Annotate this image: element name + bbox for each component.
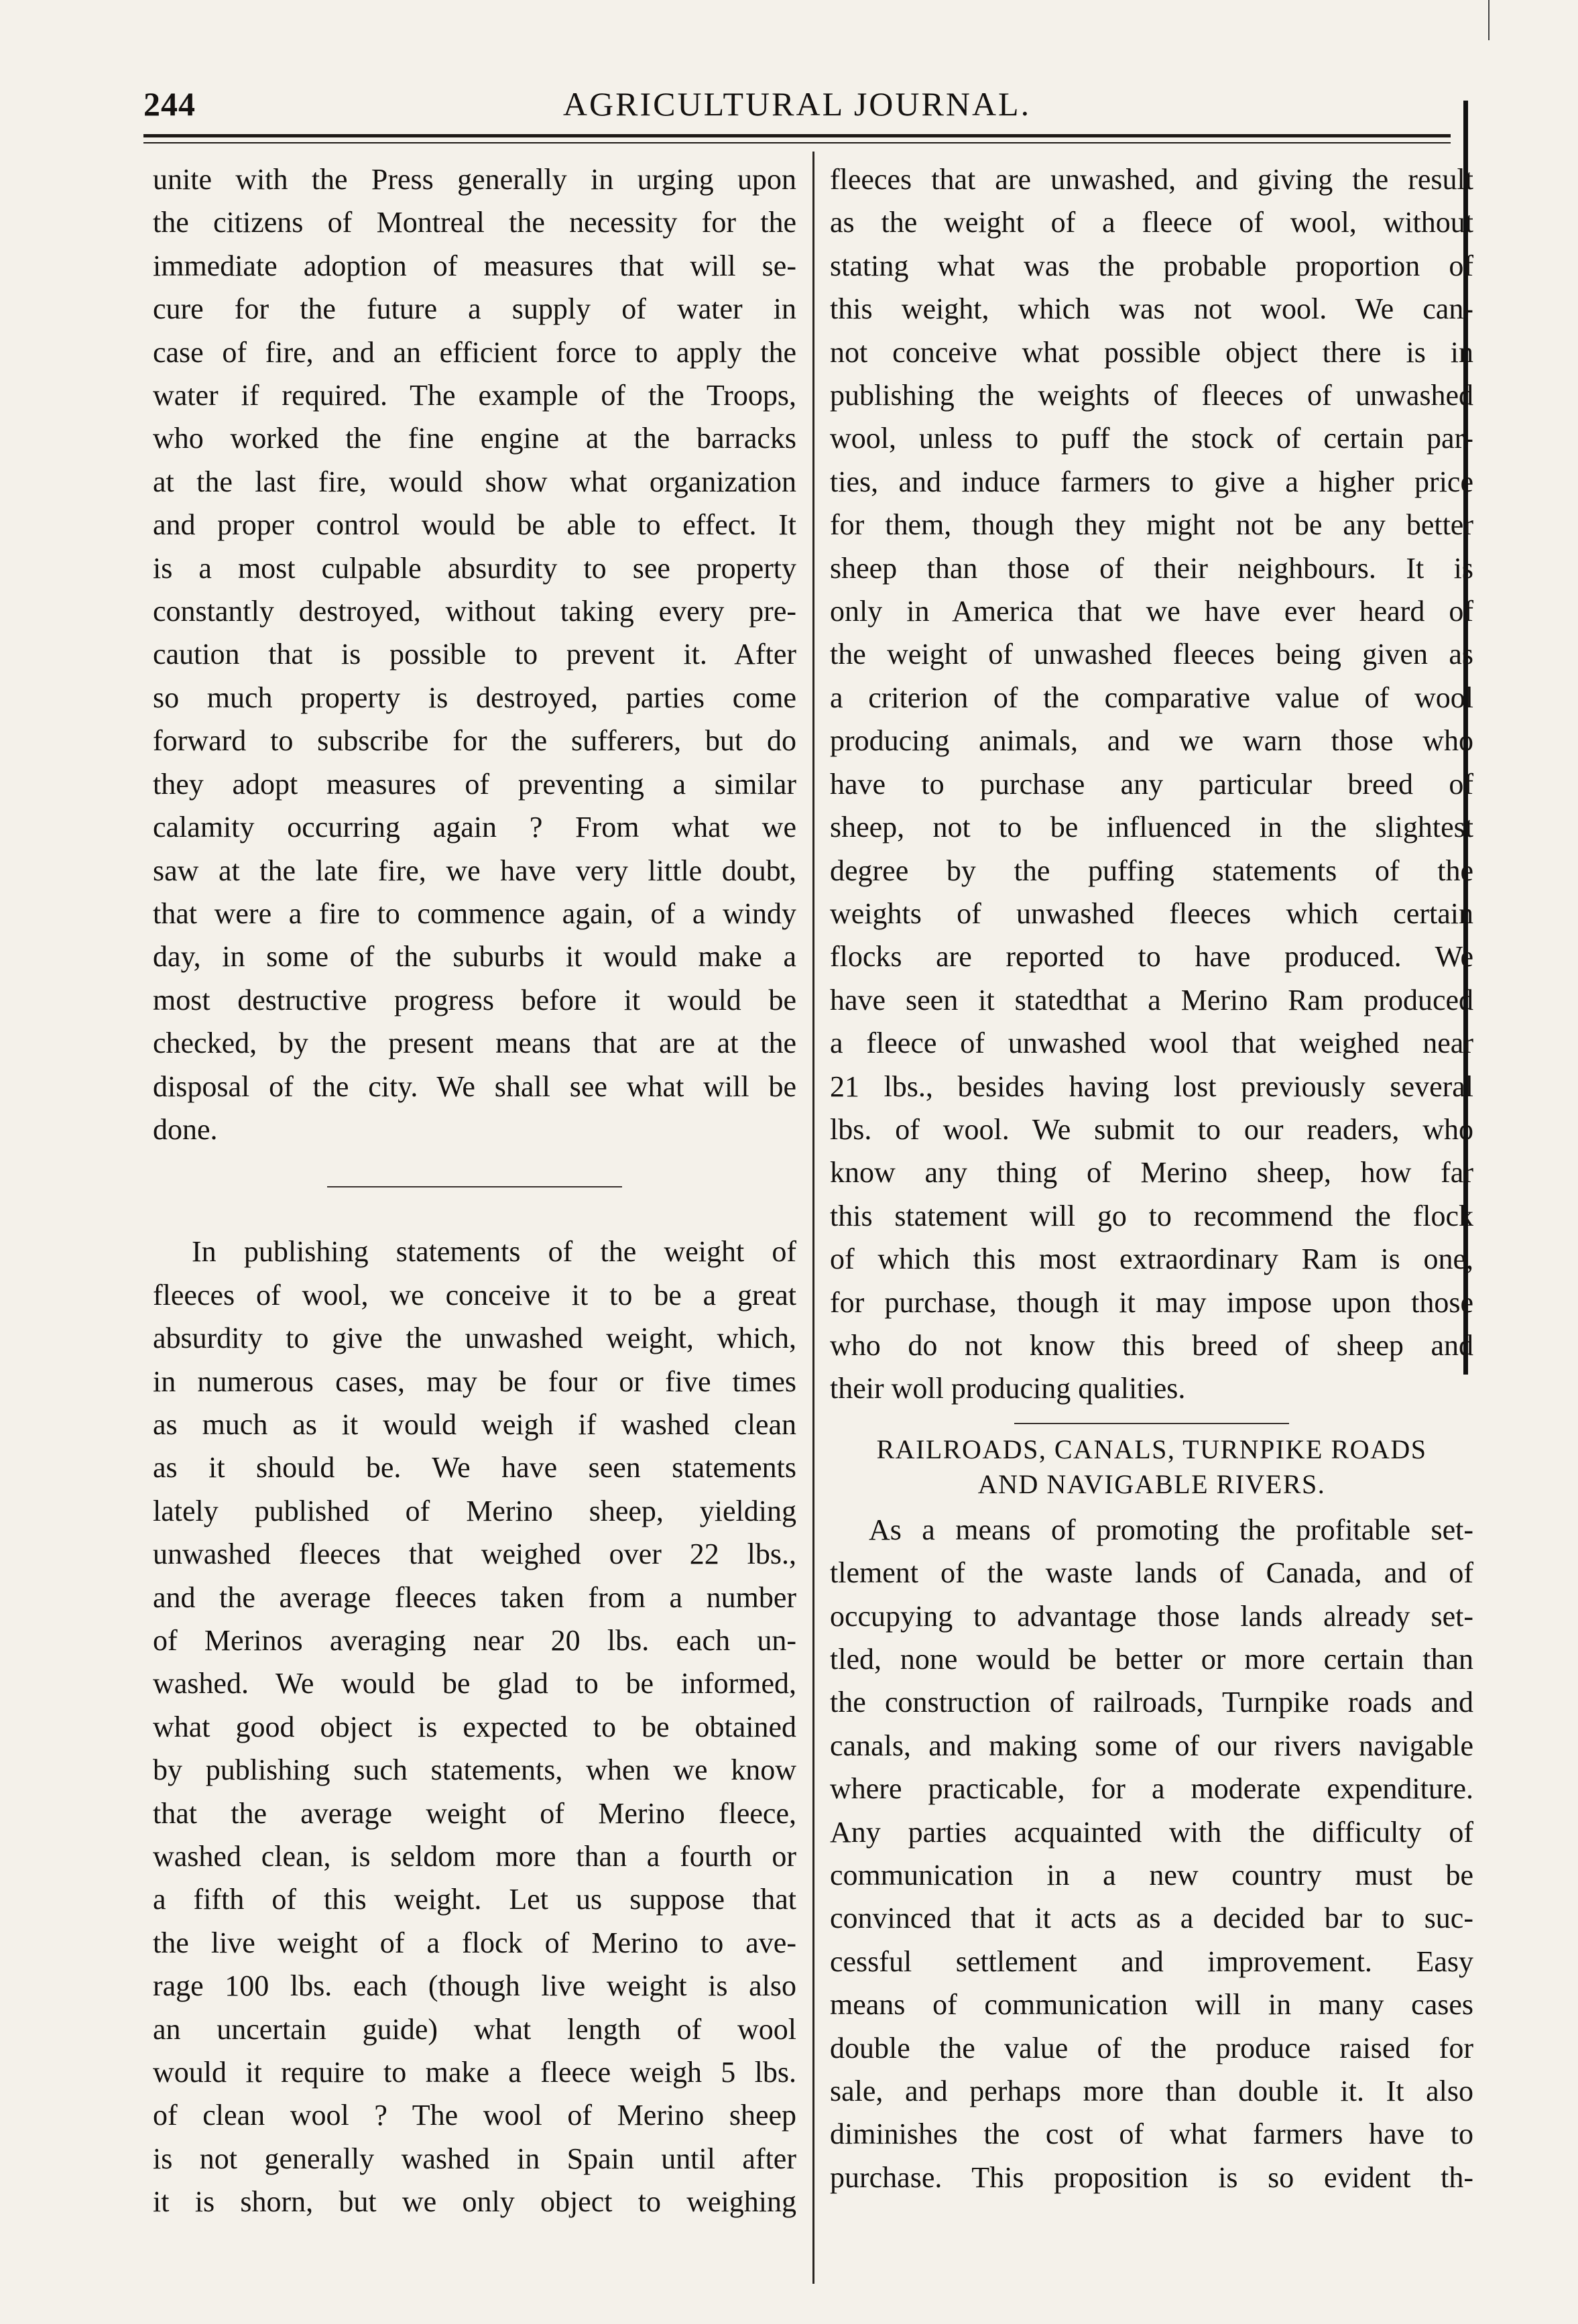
text-line: absurdity to give the unwashed weight, which, <box>153 1322 796 1355</box>
right-paragraph-2 <box>830 1509 1473 2200</box>
section-separator-rule <box>1014 1423 1289 1424</box>
text-line: this weight, which was not wool. We can- <box>830 292 1473 326</box>
text-line: who worked the fine engine at the barracks <box>153 422 796 455</box>
left-paragraph-2 <box>153 1230 796 2223</box>
text-line: the weight of unwashed fleeces being given as <box>830 638 1473 671</box>
text-line: wool, unless to puff the stock of certain par- <box>830 422 1473 455</box>
text-line: tlement of the waste lands of Canada, and of <box>830 1556 1473 1590</box>
column-divider <box>812 152 814 2284</box>
text-line: their woll producing qualities. <box>830 1372 1186 1405</box>
text-line: convinced that it acts as a decided bar to suc- <box>830 1902 1473 1935</box>
text-line: as the weight of a fleece of wool, without <box>830 206 1473 239</box>
text-line: a fifth of this weight. Let us suppose that <box>153 1883 796 1916</box>
text-line: flocks are reported to have produced. We <box>830 940 1473 974</box>
text-line: constantly destroyed, without taking every pre- <box>153 595 796 628</box>
text-line: forward to subscribe for the sufferers, but do <box>153 724 796 758</box>
text-line: unite with the Press generally in urging upon <box>153 163 796 196</box>
text-line: sheep, not to be influenced in the slightest <box>830 811 1473 844</box>
left-column <box>153 158 796 2224</box>
text-line: immediate adoption of measures that will se- <box>153 249 796 282</box>
text-line: of clean wool ? The wool of Merino sheep <box>153 2099 796 2132</box>
text-line: of which this most extraordinary Ram is one, <box>830 1242 1473 1276</box>
text-line: water if required. The example of the Troops, <box>153 379 796 412</box>
right-column <box>830 158 1473 2199</box>
text-line: and the average fleeces taken from a number <box>153 1580 796 1614</box>
text-line: fleeces that are unwashed, and giving the result <box>830 163 1473 196</box>
text-line: cessful settlement and improvement. Easy <box>830 1944 1473 1978</box>
text-line: it is shorn, but we only object to weighing <box>153 2185 796 2219</box>
text-line: saw at the late fire, we have very little doubt, <box>153 854 796 887</box>
text-line: disposal of the city. We shall see what will be <box>153 1069 796 1103</box>
text-line: is not generally washed in Spain until after <box>153 2142 796 2175</box>
text-line: and proper control would be able to effect. It <box>153 508 796 542</box>
text-line: done. <box>153 1112 218 1146</box>
text-line: they adopt measures of preventing a similar <box>153 767 796 801</box>
text-line: sale, and perhaps more than double it. It also <box>830 2075 1473 2108</box>
text-line: tled, none would be better or more certain than <box>830 1643 1473 1676</box>
text-line: have to purchase any particular breed of <box>830 767 1473 801</box>
text-line: that the average weight of Merino fleece, <box>153 1796 796 1830</box>
text-line: purchase. This proposition is so evident th- <box>830 2160 1473 2194</box>
text-line: this statement will go to recommend the flock <box>830 1199 1473 1232</box>
text-line: where practicable, for a moderate expenditure. <box>830 1772 1473 1806</box>
text-line: by publishing such statements, when we know <box>153 1753 796 1787</box>
text-line: communication in a new country must be <box>830 1859 1473 1892</box>
text-line: means of communication will in many cases <box>830 1988 1473 2022</box>
left-paragraph-1 <box>153 158 796 1151</box>
text-line: stating what was the probable proportion of <box>830 249 1473 282</box>
text-line: not conceive what possible object there is in <box>830 335 1473 369</box>
section-heading-line-1: RAILROADS, CANALS, TURNPIKE ROADS <box>876 1434 1427 1464</box>
text-line: only in America that we have ever heard of <box>830 595 1473 628</box>
text-line: unwashed fleeces that weighed over 22 lbs., <box>153 1537 796 1571</box>
text-line: is a most culpable absurdity to see property <box>153 551 796 585</box>
text-line: most destructive progress before it would be <box>153 983 796 1016</box>
text-line: an uncertain guide) what length of wool <box>153 2012 796 2046</box>
text-line: canals, and making some of our rivers navigable <box>830 1729 1473 1762</box>
text-line: have seen it statedthat a Merino Ram produced <box>830 983 1473 1016</box>
text-line: Any parties acquainted with the difficulty of <box>830 1815 1473 1849</box>
text-line: producing animals, and we warn those who <box>830 724 1473 758</box>
text-line: lbs. of wool. We submit to our readers, who <box>830 1112 1473 1146</box>
text-line: as it should be. We have seen statements <box>153 1451 796 1485</box>
page-header <box>143 79 1451 126</box>
text-line: know any thing of Merino sheep, how far <box>830 1156 1473 1189</box>
page-number: 244 <box>143 85 196 123</box>
text-line: calamity occurring again ? From what we <box>153 811 796 844</box>
text-line: of Merinos averaging near 20 lbs. each un- <box>153 1624 796 1657</box>
text-line: ties, and induce farmers to give a higher price <box>830 465 1473 498</box>
text-line: for purchase, though it may impose upon those <box>830 1285 1473 1319</box>
text-line: the live weight of a flock of Merino to ave- <box>153 1926 796 1959</box>
text-line: would it require to make a fleece weigh 5 lbs. <box>153 2056 796 2089</box>
text-line: as much as it would weigh if washed clean <box>153 1407 796 1441</box>
text-line: diminishes the cost of what farmers have to <box>830 2117 1473 2151</box>
text-line: sheep than those of their neighbours. It is <box>830 551 1473 585</box>
text-line: in numerous cases, may be four or five times <box>153 1364 796 1398</box>
text-line: the construction of railroads, Turnpike roads and <box>830 1686 1473 1719</box>
text-line: checked, by the present means that are at the <box>153 1027 796 1060</box>
text-line: case of fire, and an efficient force to apply the <box>153 335 796 369</box>
text-line: who do not know this breed of sheep and <box>830 1328 1473 1362</box>
text-line: so much property is destroyed, parties come <box>153 681 796 714</box>
text-line: that were a fire to commence again, of a windy <box>153 896 796 930</box>
text-line: washed. We would be glad to be informed, <box>153 1667 796 1700</box>
text-line: washed clean, is seldom more than a fourth or <box>153 1840 796 1873</box>
text-line: double the value of the produce raised for <box>830 2031 1473 2065</box>
text-line: weights of unwashed fleeces which certain <box>830 896 1473 930</box>
text-line: occupying to advantage those lands already set- <box>830 1599 1473 1633</box>
text-line: lately published of Merino sheep, yielding <box>153 1494 796 1527</box>
text-line: the citizens of Montreal the necessity for the <box>153 206 796 239</box>
text-line: degree by the puffing statements of the <box>830 854 1473 887</box>
text-line: for them, though they might not be any better <box>830 508 1473 542</box>
text-line: In publishing statements of the weight of <box>192 1235 796 1269</box>
text-line: 21 lbs., besides having lost previously several <box>830 1069 1473 1103</box>
text-line: As a means of promoting the profitable set- <box>869 1513 1473 1546</box>
text-line: caution that is possible to prevent it. After <box>153 638 796 671</box>
text-line: a criterion of the comparative value of wool <box>830 681 1473 714</box>
section-heading <box>830 1432 1473 1502</box>
text-line: day, in some of the suburbs it would make a <box>153 940 796 974</box>
scan-edge-mark <box>1488 0 1490 40</box>
text-line: fleeces of wool, we conceive it to be a great <box>153 1278 796 1312</box>
section-heading-line-2: AND NAVIGABLE RIVERS. <box>977 1468 1326 1499</box>
text-line: publishing the weights of fleeces of unwashed <box>830 379 1473 412</box>
text-line: a fleece of unwashed wool that weighed near <box>830 1027 1473 1060</box>
right-paragraph-1 <box>830 158 1473 1411</box>
text-line: what good object is expected to be obtained <box>153 1710 796 1743</box>
running-head: AGRICULTURAL JOURNAL. <box>562 85 1032 123</box>
text-line: at the last fire, would show what organization <box>153 465 796 498</box>
article-separator-rule <box>327 1186 622 1187</box>
text-line: cure for the future a supply of water in <box>153 292 796 326</box>
header-double-rule <box>143 134 1451 143</box>
text-line: rage 100 lbs. each (though live weight is also <box>153 1969 796 2003</box>
